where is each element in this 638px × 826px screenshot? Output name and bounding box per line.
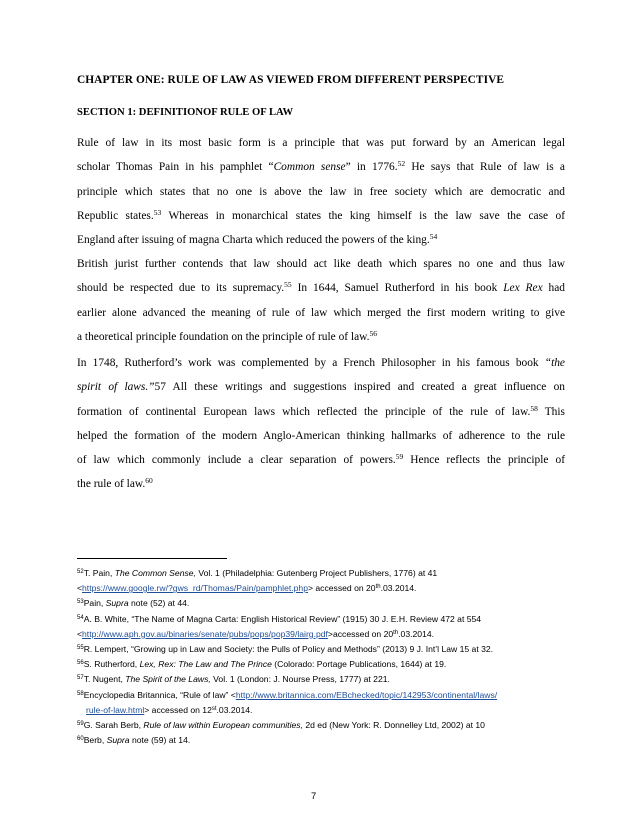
paragraph-2: [77, 252, 565, 349]
paragraph-line: England after issuing of magna Charta which reduced the powers of the king.$^{54}$: [77, 232, 438, 247]
footnote: <http://www.aph.gov.au/binaries/senate/pubs/pops/pop39/lairg.pdf>accessed on 20th.03.2014.: [77, 628, 434, 639]
chapter-title: CHAPTER ONE: RULE OF LAW AS VIEWED FROM DIFFERENT PERSPECTIVE: [77, 74, 504, 86]
paragraph-line: helped the formation of the modern Anglo-American thinking hallmarks of adherence to the rule: [77, 429, 565, 442]
paragraph-line: the rule of law.$^{60}$: [77, 476, 153, 491]
paragraph-line: Rule of law in its most basic form is a principle that was put forward by an American legal: [77, 137, 565, 149]
page-number: 7: [311, 791, 317, 802]
paragraph-line: scholar Thomas Pain in his pamphlet “Common sense” in 1776.52 He says that Rule of law is a: [77, 159, 565, 174]
footnote: $^{53}$Pain, Supra note (52) at 44.: [77, 598, 190, 609]
footnote: $^{54}$A. B. White, “The Name of Magna Carta: English Historical Review” (1915) 30 J. E.H. Review 472 at 554: [77, 613, 482, 624]
paragraph-line: formation of continental European laws which reflected the principle of the rule of law.$^{58}$ This: [77, 403, 565, 418]
paragraph-line: of law which commonly include a clear separation of powers.$^{59}$ Hence reflects the principle of: [77, 452, 565, 467]
footnote: $^{56}$S. Rutherford, Lex, Rex: The Law and The Prince (Colorado: Portage Publications, 1644) at 19.: [77, 659, 447, 670]
paragraph-line: should be respected due to its supremacy.$^{55}$ In 1644, Samuel Rutherford in his book Lex Rex had: [77, 280, 565, 295]
footnotes: [77, 566, 567, 748]
footnote: $^{52}$T. Pain, The Common Sense, Vol. 1 (Philadelphia: Gutenberg Project Publishers, 1776) at 41: [77, 568, 438, 578]
footnote: <https://www.google.rw/?gws_rd/Thomas/Pain/pamphlet.php> accessed on 20th.03.2014.: [77, 583, 417, 594]
footnote: $^{59}$G. Sarah Berb, Rule of law within European communities, 2d ed (New York: R. Donnelley Ltd, 2002) at 10: [77, 719, 485, 730]
paragraph-line: In 1748, Rutherford’s work was complemented by a French Philosopher in his famous book “the: [77, 357, 565, 369]
paragraph-line: principle which states that no one is above the law in free society which are democratic and: [77, 185, 565, 198]
paragraph-1: [77, 131, 565, 252]
paragraph-line: British jurist further contends that law should act like death which spares no one and thus law: [77, 258, 565, 270]
footnote: $^{55}$R. Lempert, “Growing up in Law and Society: the Pulls of Policy and Methods” (2013) 9 J. Int’l Law 15 at 32.: [77, 643, 494, 654]
paragraph-line: Republic states.$^{53}$ Whereas in monarchical states the king himself is the law save the case of: [77, 207, 565, 222]
footnote: $^{60}$Berb, Supra note (59) at 14.: [77, 735, 191, 746]
paragraph-line: a theoretical principle foundation on the principle of rule of law.$^{56}$: [77, 328, 377, 343]
footnote: $^{57}$T. Nugent, The Spirit of the Laws, Vol. 1 (London: J. Nourse Press, 1777) at 221.: [77, 674, 390, 685]
footnote-separator: [77, 558, 227, 559]
paragraph-3: [77, 351, 565, 497]
paragraph-line: earlier alone advanced the meaning of rule of law which merged the first modern writing to give: [77, 306, 565, 319]
footnote: rule-of-law.html> accessed on 12st.03.2014.: [86, 704, 253, 715]
footnote: $^{58}$Encyclopedia Britannica, “Rule of law” <http://www.britannica.com/EBchecked/topic/142953/continental/laws/: [77, 689, 498, 700]
paragraph-line: spirit of laws.”57 All these writings and suggestions inspired and created a great influence on: [77, 381, 565, 394]
section-title: SECTION 1: DEFINITIONOF RULE OF LAW: [77, 107, 294, 118]
